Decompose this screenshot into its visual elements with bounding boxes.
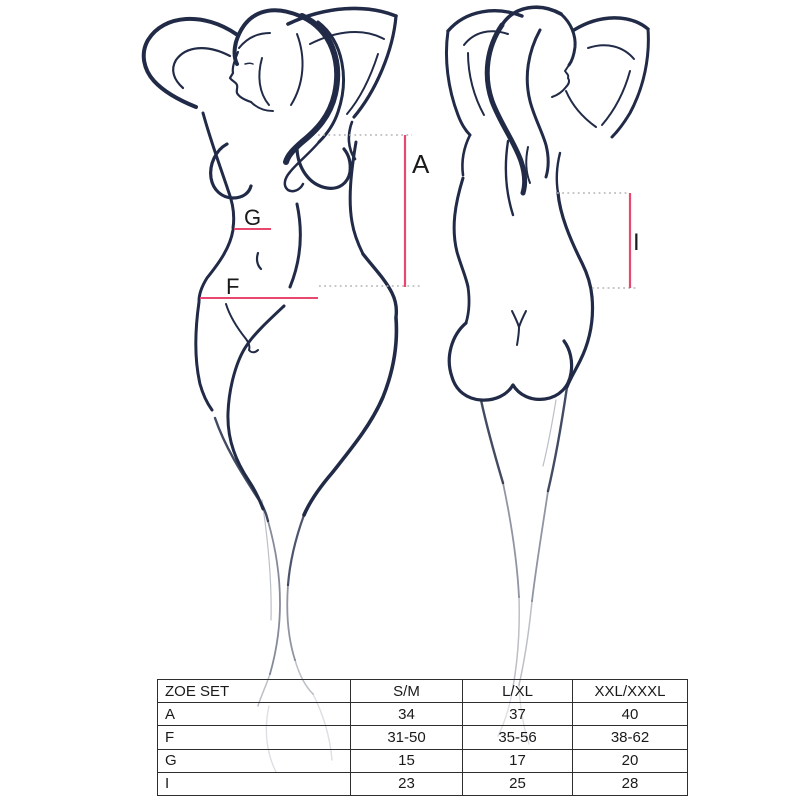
- front-figure-outline: [144, 8, 397, 772]
- cell-value: 28: [573, 772, 688, 795]
- row-label: G: [158, 749, 351, 772]
- size-column-header: L/XL: [463, 680, 573, 703]
- product-name-cell: ZOE SET: [158, 680, 351, 703]
- cell-value: 38-62: [573, 726, 688, 749]
- cell-value: 20: [573, 749, 688, 772]
- table-row: [158, 726, 688, 749]
- cell-value: 23: [351, 772, 463, 795]
- row-label: I: [158, 772, 351, 795]
- measurement-guides: [200, 135, 640, 299]
- cell-value: 31-50: [351, 726, 463, 749]
- measurement-label-f: F: [226, 274, 240, 299]
- table-row: [158, 749, 688, 772]
- size-table-header-row: [158, 680, 688, 703]
- cell-value: 40: [573, 703, 688, 726]
- row-label: F: [158, 726, 351, 749]
- measurement-label-i: I: [633, 229, 640, 256]
- size-column-header: XXL/XXXL: [573, 680, 688, 703]
- measurement-label-g: G: [244, 205, 262, 230]
- cell-value: 25: [463, 772, 573, 795]
- cell-value: 37: [463, 703, 573, 726]
- measurement-label-a: A: [412, 149, 430, 179]
- cell-value: 35-56: [463, 726, 573, 749]
- back-figure-outline: [446, 7, 648, 744]
- cell-value: 34: [351, 703, 463, 726]
- table-row: [158, 703, 688, 726]
- size-column-header: S/M: [351, 680, 463, 703]
- row-label: A: [158, 703, 351, 726]
- cell-value: 17: [463, 749, 573, 772]
- size-table: [157, 679, 688, 796]
- table-row: [158, 772, 688, 795]
- cell-value: 15: [351, 749, 463, 772]
